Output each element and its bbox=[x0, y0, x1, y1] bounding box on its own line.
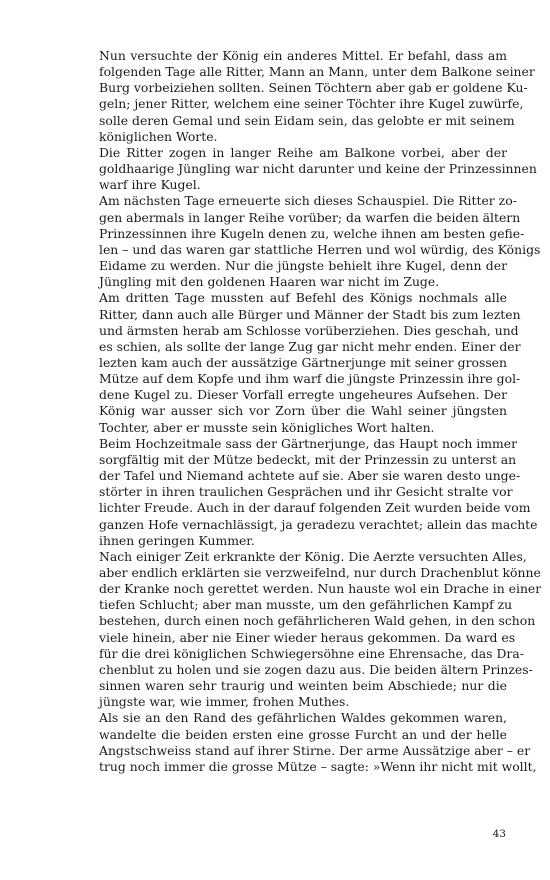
paragraph bbox=[85, 435, 538, 549]
text-line: solle deren Gemal und sein Eidam sein, das gelobte er mit seinem bbox=[99, 112, 515, 128]
text-line: goldhaarige Jüngling war nicht darunter und keine der Prinzessinnen bbox=[99, 161, 537, 177]
text-line: gen abermals in langer Reihe vorüber; da warfen die beiden ältern bbox=[99, 209, 521, 225]
text-line: Prinzessinnen ihre Kugeln denen zu, welche ihnen am besten gefie- bbox=[99, 225, 525, 241]
text-line: ihnen geringen Kummer. bbox=[99, 532, 255, 548]
text-line: wandelte die beiden ersten eine grosse Furcht an und der helle bbox=[99, 726, 507, 742]
text-line: aber endlich erklärten sie verzweifelnd, nur durch Drachenblut könne bbox=[99, 565, 541, 580]
text-line: warf ihre Kugel. bbox=[99, 177, 201, 193]
text-line: sorgfältig mit der Mütze bedeckt, mit der Prinzessin zu unterst an bbox=[99, 451, 517, 467]
paragraph bbox=[85, 290, 521, 435]
text-line: len – und das waren gar stattliche Herren und wol würdig, des Königs bbox=[99, 241, 541, 257]
text-line: Am dritten Tage mussten auf Befehl des Königs nochmals alle bbox=[99, 290, 507, 306]
paragraph bbox=[85, 548, 542, 711]
text-line: lezten kam auch der aussätzige Gärtnerjunge mit seiner grossen bbox=[99, 354, 507, 370]
text-line: chenblut zu holen und sie zogen dazu aus. Die beiden ältern Prinzes- bbox=[99, 661, 533, 677]
text-line: jüngste war, wie immer, frohen Muthes. bbox=[99, 694, 350, 710]
text-line: dene Kugel zu. Dieser Vorfall erregte ungeheures Aufsehen. Der bbox=[99, 387, 507, 403]
paragraph bbox=[85, 710, 537, 775]
text-line: tiefen Schlucht; aber man musste, um den gefährlichen Kampf zu bbox=[99, 597, 513, 613]
text-line: Beim Hochzeitmale sass der Gärtnerjunge, das Haupt noch immer bbox=[99, 435, 517, 451]
text-line: Tochter, aber er musste sein königliches Wort halten. bbox=[99, 419, 435, 435]
text-line: Eidame zu werden. Nur die jüngste behielt ihre Kugel, denn der bbox=[99, 258, 507, 274]
text-line: für die drei königlichen Schwiegersöhne eine Ehrensache, das Dra- bbox=[99, 645, 524, 661]
text-line: Als sie an den Rand des gefährlichen Waldes gekommen waren, bbox=[99, 710, 507, 726]
text-line: König war ausser sich vor Zorn über die Wahl seiner jüngsten bbox=[99, 403, 507, 419]
text-line: Burg vorbeiziehen sollten. Seinen Töchtern aber gab er goldene Ku- bbox=[99, 80, 528, 96]
text-line: lichter Freude. Auch in der darauf folgenden Zeit wurden beide vom bbox=[99, 500, 531, 516]
text-line: folgenden Tage alle Ritter, Mann an Mann, unter dem Balkone seiner bbox=[99, 64, 535, 80]
text-line: ganzen Hofe vernachlässigt, ja geradezu verachtet; allein das machte bbox=[99, 516, 538, 532]
text-line: es schien, als sollte der lange Zug gar nicht mehr enden. Einer der bbox=[99, 338, 521, 354]
text-line: trug noch immer die grosse Mütze – sagte: »Wenn ihr nicht mit wollt, bbox=[99, 758, 537, 774]
text-line: Nun versuchte der König ein anderes Mittel. Er befahl, dass am bbox=[99, 48, 507, 63]
text-line: königlichen Worte. bbox=[99, 128, 218, 144]
text-line: Ritter, dann auch alle Bürger und Männer der Stadt bis zum lezten bbox=[99, 306, 521, 322]
text-line: Nach einiger Zeit erkrankte der König. Die Aerzte versuchten Alles, bbox=[99, 548, 527, 564]
paragraph bbox=[85, 193, 541, 290]
paragraph bbox=[85, 48, 535, 145]
text-line: bestehen, durch einen noch gefährlicheren Wald gehen, in den schon bbox=[99, 613, 536, 629]
text-line: sinnen waren sehr traurig und weinten beim Abschiede; nur die bbox=[99, 678, 507, 694]
text-line: geln; jener Ritter, welchem eine seiner Töchter ihre Kugel zuwürfe, bbox=[99, 96, 524, 112]
page-number: 43 bbox=[492, 828, 506, 840]
body-text bbox=[85, 48, 542, 775]
text-line: Die Ritter zogen in langer Reihe am Balkone vorbei, aber der bbox=[99, 144, 507, 160]
text-line: viele hinein, aber nie Einer wieder heraus gekommen. Da ward es bbox=[99, 629, 516, 645]
paragraph bbox=[85, 144, 537, 193]
text-line: Mütze auf dem Kopfe und ihm warf die jüngste Prinzessin ihre gol- bbox=[99, 371, 521, 387]
text-line: Angstschweiss stand auf ihrer Stirne. Der arme Aussätzige aber – er bbox=[99, 742, 531, 758]
text-line: Am nächsten Tage erneuerte sich dieses Schauspiel. Die Ritter zo- bbox=[99, 193, 517, 209]
text-line: und ärmsten herab am Schlosse vorüberziehen. Dies geschah, und bbox=[99, 322, 519, 338]
text-line: störter in ihren traulichen Gesprächen und ihr Gesicht stralte vor bbox=[99, 484, 513, 500]
text-line: Jüngling mit den goldenen Haaren war nicht im Zuge. bbox=[99, 274, 440, 290]
text-line: der Kranke noch gerettet werden. Nun hauste wol ein Drache in einer bbox=[99, 581, 542, 597]
text-line: der Tafel und Niemand achtete auf sie. Aber sie waren desto unge- bbox=[99, 468, 521, 484]
